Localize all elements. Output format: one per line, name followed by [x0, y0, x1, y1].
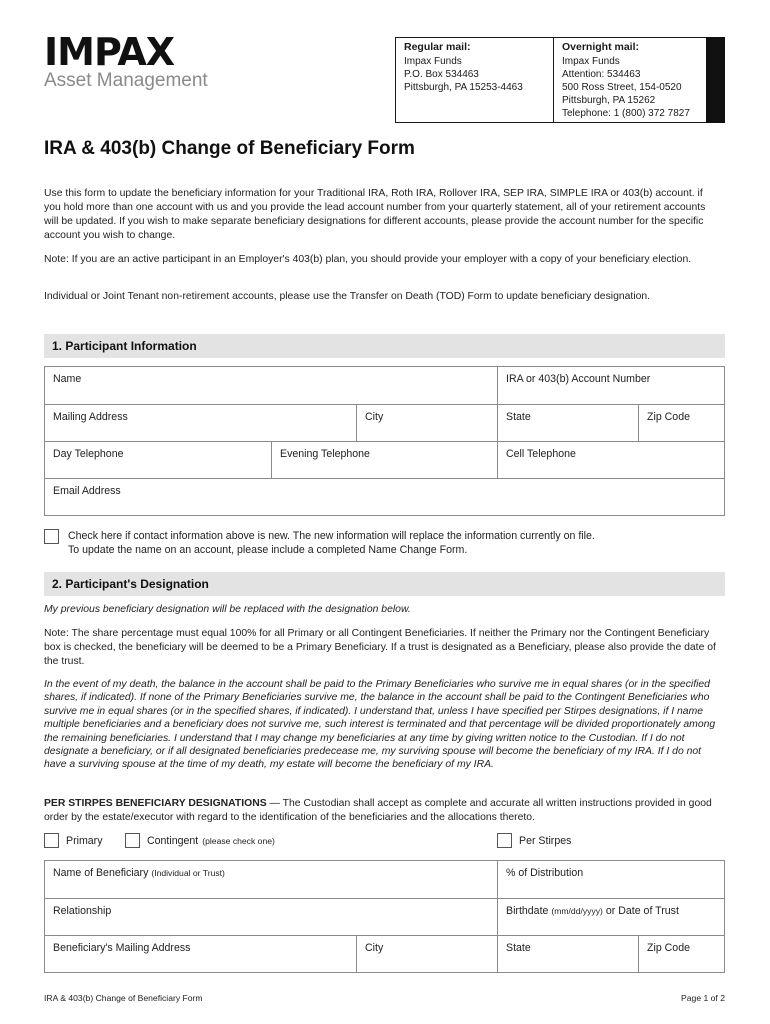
tod-note: Individual or Joint Tenant non-retirement accounts, please use the Transfer on Death (TOD) Form to update beneficiary designation. [44, 291, 651, 302]
page-title: IRA & 403(b) Change of Beneficiary Form [44, 138, 415, 159]
form-row [45, 478, 724, 515]
distribution-percent-field[interactable]: % of Distribution [497, 861, 724, 898]
per-stirpes-checkbox[interactable] [497, 833, 512, 848]
regular-mail-line: Pittsburgh, PA 15253-4463 [404, 82, 523, 93]
form-row [45, 861, 724, 898]
beneficiary-state-field[interactable]: State [497, 936, 638, 972]
contact-info-new-checkbox[interactable] [44, 529, 59, 544]
overnight-mail-line: Pittsburgh, PA 15262 [562, 95, 656, 106]
birthdate-label: Birthdate [506, 905, 549, 917]
beneficiary-name-field[interactable] [45, 861, 497, 898]
account-number-field[interactable]: IRA or 403(b) Account Number [497, 367, 724, 404]
overnight-mail-line: Attention: 534463 [562, 69, 641, 80]
regular-mail-line: P.O. Box 534463 [404, 69, 479, 80]
per-stirpes-paragraph [44, 797, 720, 825]
evening-telephone-field[interactable]: Evening Telephone [271, 442, 497, 478]
contingent-checkbox[interactable] [125, 833, 140, 848]
form-row [45, 935, 724, 972]
beneficiary-address-field[interactable]: Beneficiary's Mailing Address [53, 942, 191, 954]
share-percentage-note: Note: The share percentage must equal 100% for all Primary or all Contingent Beneficiaries. If neither the Primary nor the Contingent Beneficiary box is checked, the beneficiary will be deemed to be a Primary Beneficiary. If a trust is designated as a Beneficiary, please also provide the date of the trust. [44, 628, 716, 667]
day-telephone-field[interactable]: Day Telephone [53, 448, 124, 460]
cell-telephone-field[interactable]: Cell Telephone [497, 442, 724, 478]
relationship-field[interactable]: Relationship [53, 905, 112, 917]
birthdate-format-hint: (mm/dd/yyyy) [551, 906, 603, 916]
beneficiary-zip-field[interactable]: Zip Code [638, 936, 724, 972]
impax-logo [44, 30, 208, 92]
form-row [45, 404, 724, 441]
form-row [45, 898, 724, 935]
intro-paragraph: Use this form to update the beneficiary information for your Traditional IRA, Roth IRA, Rollover IRA, SEP IRA, SIMPLE IRA or 403(b) account. if you hold more than one account with us and you provide the lead account number from your quarterly statement, all of your retirement accounts will be updated. If you wish to make separate beneficiary designations for different accounts, please provide the account number for the specific account you wish to change. [44, 188, 706, 241]
logo-subtitle: Asset Management [44, 70, 208, 91]
please-check-one-hint: (please check one) [202, 835, 275, 846]
email-address-field[interactable]: Email Address [53, 485, 121, 497]
beneficiary-city-field[interactable]: City [356, 936, 497, 972]
per-stirpes-text: — The Custodian shall accept as complete and accurate all written instructions provided in good order by the estate/executor with regard to the identification of the beneficiaries and the allocations thereto. [44, 798, 712, 823]
name-change-text: To update the name on an account, please include a completed Name Change Form. [68, 544, 468, 556]
contact-info-new-text: Check here if contact information above is new. The new information will replace the information currently on file. [68, 530, 595, 542]
contingent-option [125, 833, 275, 848]
regular-mail-column [396, 38, 554, 122]
form-row [45, 367, 724, 404]
birthdate-field[interactable] [497, 899, 724, 935]
death-clause: In the event of my death, the balance in the account shall be paid to the Primary Beneficiaries who survive me in equal shares (or in the specified shares, if indicated). If none of the Primary Beneficiaries survive me, the balance in the account shall be paid to the Contingent Beneficiaries who survive me in equal shares (or in the specified shares, if indicated). I understand that, unless I have specified per Stirpes designations, if I name multiple beneficiaries and a beneficiary does not survive me, such interest is terminated and that percentage will be divided proportionately among the remaining beneficiaries. I understand that I may change my beneficiaries at any time by giving written notice to the Custodian. If I do not designate a beneficiary, or if all designated beneficiaries predecease me, my surviving spouse will become the beneficiary of my IRA. If I do not have a surviving spouse at the time of my death, my estate will become the beneficiary of my IRA. [44, 679, 716, 771]
beneficiary-grid [44, 860, 725, 973]
overnight-mail-line: 500 Ross Street, 154-0520 [562, 82, 682, 93]
footer-form-name: IRA & 403(b) Change of Beneficiary Form [44, 993, 203, 1003]
primary-option [44, 833, 103, 848]
overnight-mail-line: Telephone: 1 (800) 372 7827 [562, 108, 690, 119]
per-stirpes-heading: PER STIRPES BENEFICIARY DESIGNATIONS [44, 798, 267, 809]
section-participant-designation: 2. Participant's Designation [44, 572, 725, 596]
logo-wordmark: IMPAX [44, 30, 175, 74]
date-of-trust-label: or Date of Trust [605, 905, 679, 917]
individual-or-trust-hint: (Individual or Trust) [151, 868, 225, 878]
mailing-address-box [395, 37, 725, 123]
footer-page-number: Page 1 of 2 [681, 993, 725, 1003]
per-stirpes-label: Per Stirpes [519, 834, 572, 847]
participant-info-grid [44, 366, 725, 516]
overnight-mail-line: Impax Funds [562, 56, 620, 67]
primary-label: Primary [66, 834, 103, 847]
regular-mail-line: Impax Funds [404, 56, 462, 67]
city-field[interactable]: City [356, 405, 497, 441]
per-stirpes-option [497, 833, 571, 848]
overnight-mail-column [554, 38, 724, 122]
zip-code-field[interactable]: Zip Code [638, 405, 724, 441]
contingent-label: Contingent [147, 834, 199, 847]
employer-note: Note: If you are an active participant in an Employer's 403(b) plan, you should provide your employer with a copy of your beneficiary election. [44, 254, 692, 265]
overnight-mail-heading: Overnight mail: [562, 41, 640, 53]
contact-info-new-check [44, 529, 595, 557]
regular-mail-heading: Regular mail: [404, 41, 471, 53]
state-field[interactable]: State [497, 405, 638, 441]
beneficiary-name-label: Name of Beneficiary [53, 867, 149, 879]
section-participant-information: 1. Participant Information [44, 334, 725, 358]
name-field[interactable]: Name [53, 373, 82, 385]
mail-box-accent-bar [706, 37, 725, 123]
form-row [45, 441, 724, 478]
mailing-address-field[interactable]: Mailing Address [53, 411, 128, 423]
replace-designation-note: My previous beneficiary designation will be replaced with the designation below. [44, 604, 411, 615]
primary-checkbox[interactable] [44, 833, 59, 848]
